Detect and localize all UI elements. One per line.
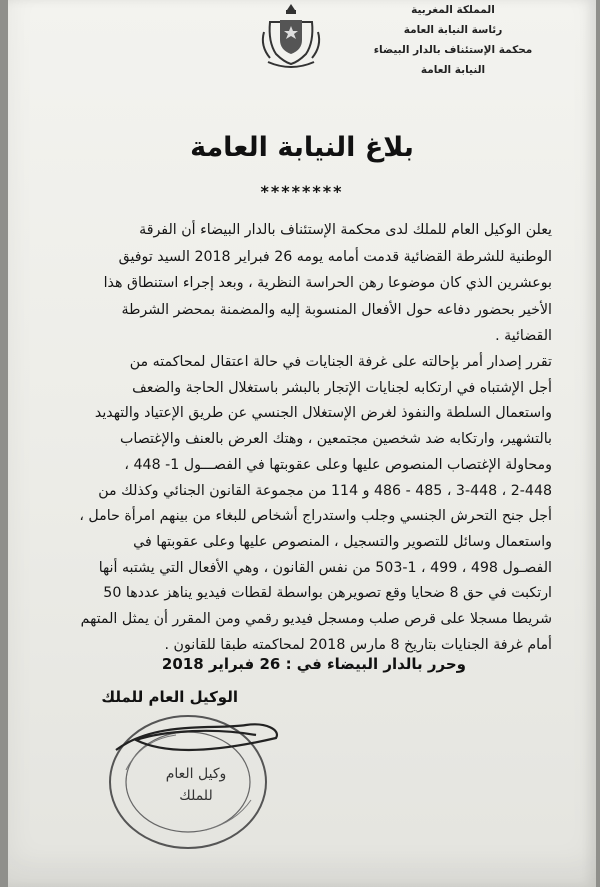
text-line: القضائية . bbox=[495, 328, 552, 344]
signer-title: الوكيل العام للملك bbox=[101, 688, 238, 706]
header-presidency: رئاسة النيابة العامة bbox=[403, 24, 503, 36]
text-line: ومحاولة الإغتصاب المنصوص عليها وعلى عقوبتها في الفصـــول 1- 448 ، bbox=[124, 456, 552, 473]
text-line: أجل الإشتباه في ارتكابه لجنايات الإتجار بالبشر باستغلال الحاجة والضعف bbox=[132, 379, 552, 396]
text-line: بوعشرين الذي كان موضوعا رهن الحراسة النظرية ، وبعد إجراء استنطاق هذا bbox=[103, 275, 552, 291]
page-title: بلاغ النيابة العامة bbox=[190, 132, 414, 163]
text-line: بالتشهير، وارتكابه ضد شخصين مجتمعين ، وهتك العرض بالعنف والإغتصاب bbox=[120, 431, 552, 448]
stamp-text-line: للملك bbox=[179, 788, 213, 804]
header-court: محكمة الإستئناف بالدار البيضاء bbox=[373, 44, 533, 56]
document-page bbox=[8, 0, 596, 887]
date-line: وحرر بالدار البيضاء في : 26 فبراير 2018 bbox=[161, 655, 466, 673]
text-line: شريطا مسجلا على قرص صلب ومسجل فيديو رقمي ومن المقرر أن يمثل المتهم bbox=[80, 611, 552, 628]
text-line: ارتكبت في حق 8 ضحايا وقع تصويرهن بواسطة لقطات فيديو يناهز عددها 50 bbox=[103, 585, 552, 602]
text-line: أجل جنح التحرش الجنسي وجلب واستدراج أشخاص للبغاء من بينهم امرأة حامل ، bbox=[79, 508, 552, 525]
text-line: الفصـول 498 ، 499 ، 1-503 من نفس القانون ، وهي الأفعال التي يشتبه أنها bbox=[98, 559, 552, 576]
text-line: تقرر إصدار أمر بإحالته على غرفة الجنايات في حالة اعتقال لمحاكمته من bbox=[129, 354, 552, 370]
header-block bbox=[358, 0, 548, 80]
stamp-text-line: وكيل العام bbox=[165, 766, 227, 782]
text-line: واستعمال وسائل للتصوير والتسجيل ، المنصوص عليها وعلى عقوبتها في bbox=[133, 533, 552, 550]
royal-emblem-icon bbox=[256, 2, 326, 72]
text-line: الأخير بحضور دفاعه حول الأفعال المنسوبة إليه والمضمنة بمحضر الشرطة bbox=[121, 301, 552, 318]
header-prosecution: النيابة العامة bbox=[420, 64, 486, 76]
separator: ******** bbox=[260, 182, 344, 201]
header-kingdom: المملكة المغربية bbox=[411, 4, 495, 16]
text-line: 2-448 ، 3-448 ، 485 - 486 و 114 من مجموعة القانون الجنائي وكذلك من bbox=[98, 482, 552, 499]
text-line: الوطنية للشرطة القضائية قدمت أمامه يومه 26 فبراير 2018 السيد توفيق bbox=[118, 248, 552, 265]
text-line: يعلن الوكيل العام للملك لدى محكمة الإستئناف بالدار البيضاء أن الفرقة bbox=[139, 222, 552, 238]
text-line: واستعمال السلطة والنفوذ لغرض الإستغلال الجنسي عن طريق الإعتياد والتهديد bbox=[94, 405, 552, 422]
official-stamp bbox=[96, 700, 286, 860]
text-line: أمام غرفة الجنايات بتاريخ 8 مارس 2018 لمحاكمته طبقا للقانون . bbox=[164, 636, 552, 653]
paragraph-decision bbox=[72, 350, 552, 658]
paragraph-intro bbox=[72, 217, 552, 350]
